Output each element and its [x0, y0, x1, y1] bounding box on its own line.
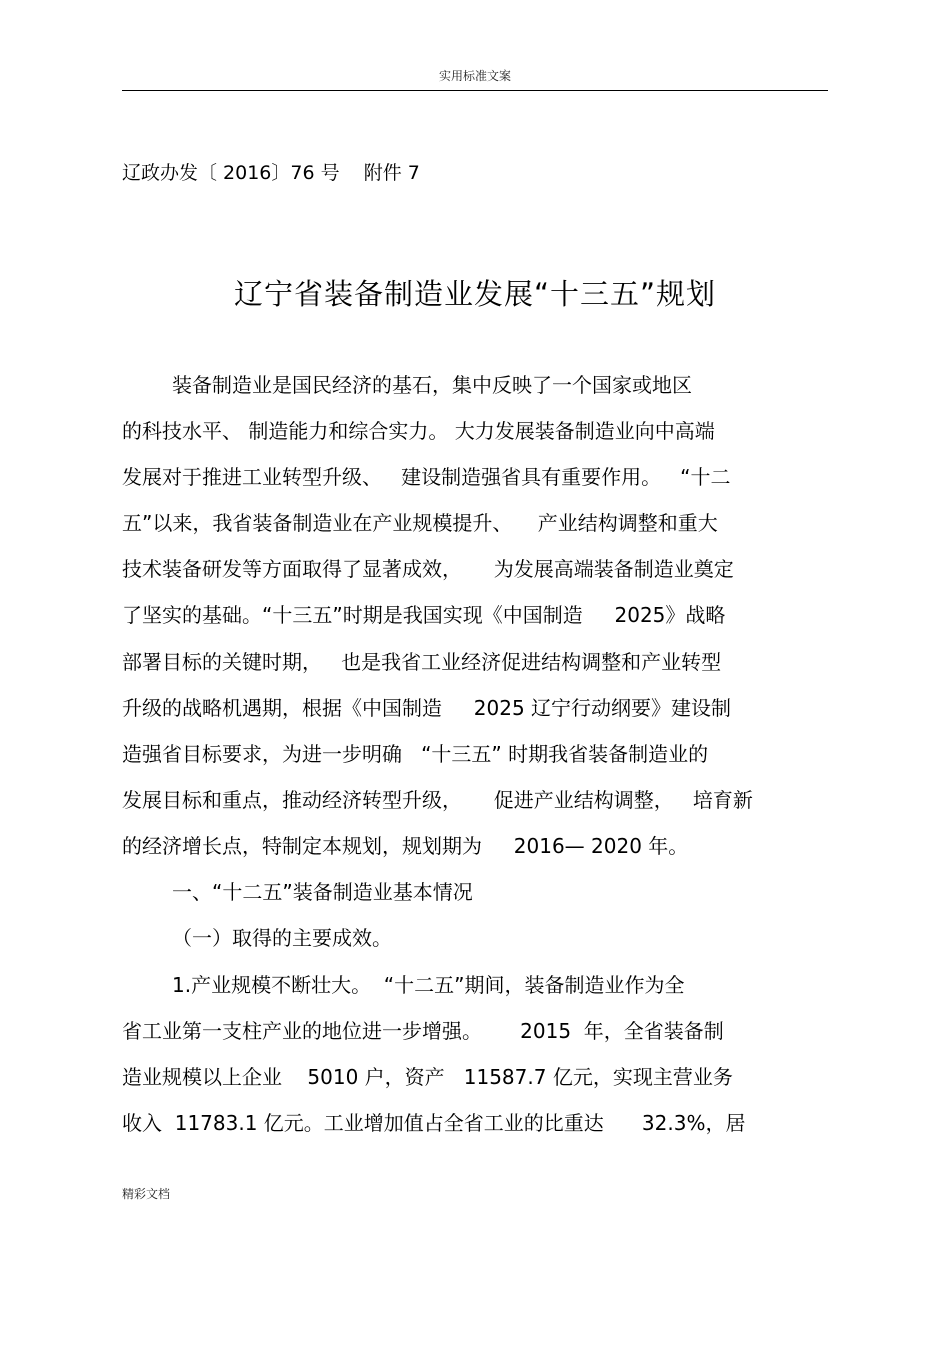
body-line: 造强省目标要求，为进一步明确 “十三五” 时期我省装备制造业的 [122, 742, 709, 766]
body-line: 的经济增长点，特制定本规划，规划期为 2016— 2020 年。 [122, 834, 689, 858]
body-line: 发展目标和重点，推动经济转型升级， 促进产业结构调整， 培育新 [122, 788, 753, 812]
body-line: 部署目标的关键时期， 也是我省工业经济促进结构调整和产业转型 [122, 650, 722, 674]
body-line: 的科技水平、 制造能力和综合实力。 大力发展装备制造业向中高端 [122, 419, 715, 443]
page-footer-text: 精彩文档 [122, 1187, 171, 1201]
body-line: 省工业第一支柱产业的地位进一步增强。 2015 年，全省装备制 [122, 1019, 724, 1043]
body-line: 装备制造业是国民经济的基石，集中反映了一个国家或地区 [172, 373, 692, 397]
body-line: 收入 11783.1 亿元。工业增加值占全省工业的比重达 32.3%，居 [122, 1111, 746, 1135]
body-line: 五”以来，我省装备制造业在产业规模提升、 产业结构调整和重大 [122, 511, 718, 535]
body-line: 造业规模以上企业 5010 户，资产 11587.7 亿元，实现主营业务 [122, 1065, 733, 1089]
header-divider [122, 90, 828, 91]
body-line: 升级的战略机遇期，根据《中国制造 2025 辽宁行动纲要》建设制 [122, 696, 732, 720]
document-number: 辽政办发〔 2016〕76 号 附件 7 [122, 162, 420, 184]
subsection-heading: （一）取得的主要成效。 [172, 926, 392, 950]
body-line: 发展对于推进工业转型升级、 建设制造强省具有重要作用。 “十二 [122, 465, 731, 489]
section-heading: 一、“十二五”装备制造业基本情况 [172, 880, 473, 904]
body-line: 了坚实的基础。“十三五”时期是我国实现《中国制造 2025》战略 [122, 603, 726, 627]
page-header-text: 实用标准文案 [438, 69, 511, 83]
body-line: 技术装备研发等方面取得了显著成效， 为发展高端装备制造业奠定 [122, 557, 734, 581]
document-title: 辽宁省装备制造业发展“十三五”规划 [233, 277, 717, 311]
body-line: 1.产业规模不断壮大。 “十二五”期间，装备制造业作为全 [172, 973, 685, 997]
